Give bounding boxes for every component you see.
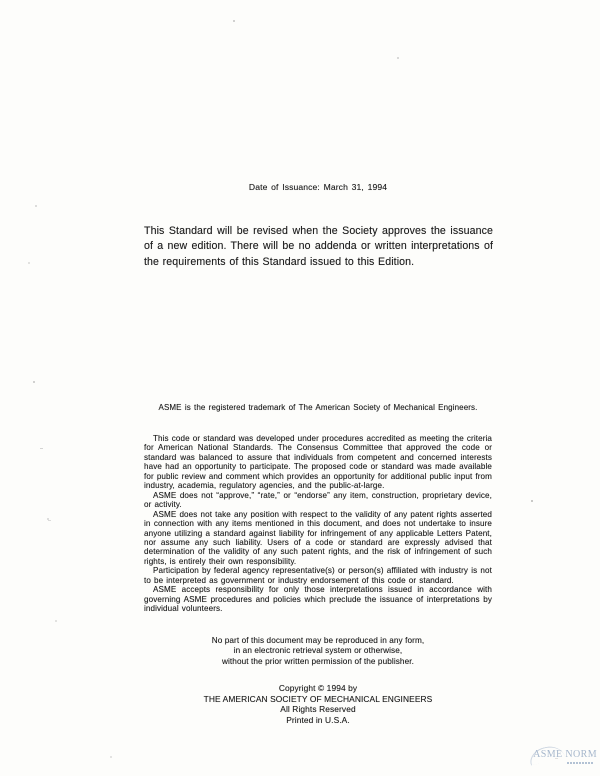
scan-noise-specks — [40, 448, 43, 449]
copyright-block — [144, 683, 492, 725]
copyright-holder-line: THE AMERICAN SOCIETY OF MECHANICAL ENGINEERS — [203, 693, 433, 704]
reproduction-notice-line: without the prior written permission of the publisher. — [222, 656, 414, 666]
trademark-statement: ASME is the registered trademark of The American Society of Mechanical Engineers. — [158, 403, 478, 412]
rights-reserved-line: All Rights Reserved — [280, 704, 356, 714]
disclaimer-block — [144, 434, 492, 614]
disclaimer-paragraph-federal-agency: Participation by federal agency representative(s) or person(s) affiliated with industry is not to be interpreted as government or industry endorsement of this code or standard. — [144, 566, 492, 585]
watermark-subline — [567, 762, 593, 764]
disclaimer-paragraph-endorsement: ASME does not “approve,” “rate,” or “endorse” any item, construction, proprietary device, or activity. — [144, 490, 492, 510]
reproduction-notice — [144, 636, 492, 667]
reproduction-notice-line: in an electronic retrieval system or otherwise, — [233, 646, 403, 656]
watermark-text: ASME NORM — [533, 749, 597, 760]
copyright-year-line: Copyright © 1994 by — [278, 683, 358, 693]
disclaimer-paragraph-accreditation: This code or standard was developed under procedures accredited as meeting the criteria for American National Standards. The Consensus Committee that approved the code or standard was balanced to assure that individuals from competent and concerned interests have had an opportunity to participate. The proposed code or standard was made available for public review and comment which provides an opportunity for additional public input from industry, academia, regulatory agencies, and the public-at-large. — [144, 434, 492, 491]
scan-noise-specks — [233, 20, 235, 22]
asme-norm-watermark — [527, 750, 597, 764]
reproduction-notice-line: No part of this document may be reproduced in any form, — [211, 636, 425, 645]
printed-in-usa-line: Printed in U.S.A. — [286, 714, 350, 725]
disclaimer-paragraph-interpretations: ASME accepts responsibility for only those interpretations issued in accordance with governing ASME procedures and policies which preclude the issuance of interpretations by individual volunteers. — [144, 585, 492, 614]
revision-notice-paragraph: This Standard will be revised when the Society approves the issuance of a new edition. There will be no addenda or written interpretations of the requirements of this Standard issued to this Edition. — [144, 225, 493, 268]
date-of-issuance-line: Date of Issuance: March 31, 1994 — [248, 182, 388, 192]
disclaimer-paragraph-patents: ASME does not take any position with respect to the validity of any patent rights asserted in connection with any items mentioned in this document, and does not undertake to insure anyone utilizing a standard against liability for infringement of any applicable Letters Patent, nor assume any such liability. Users of a code or standard are expressly advised that determination of the validity of any such patent rights, and the risk of infringement of such rights, is entirely their own responsibility. — [144, 509, 492, 566]
